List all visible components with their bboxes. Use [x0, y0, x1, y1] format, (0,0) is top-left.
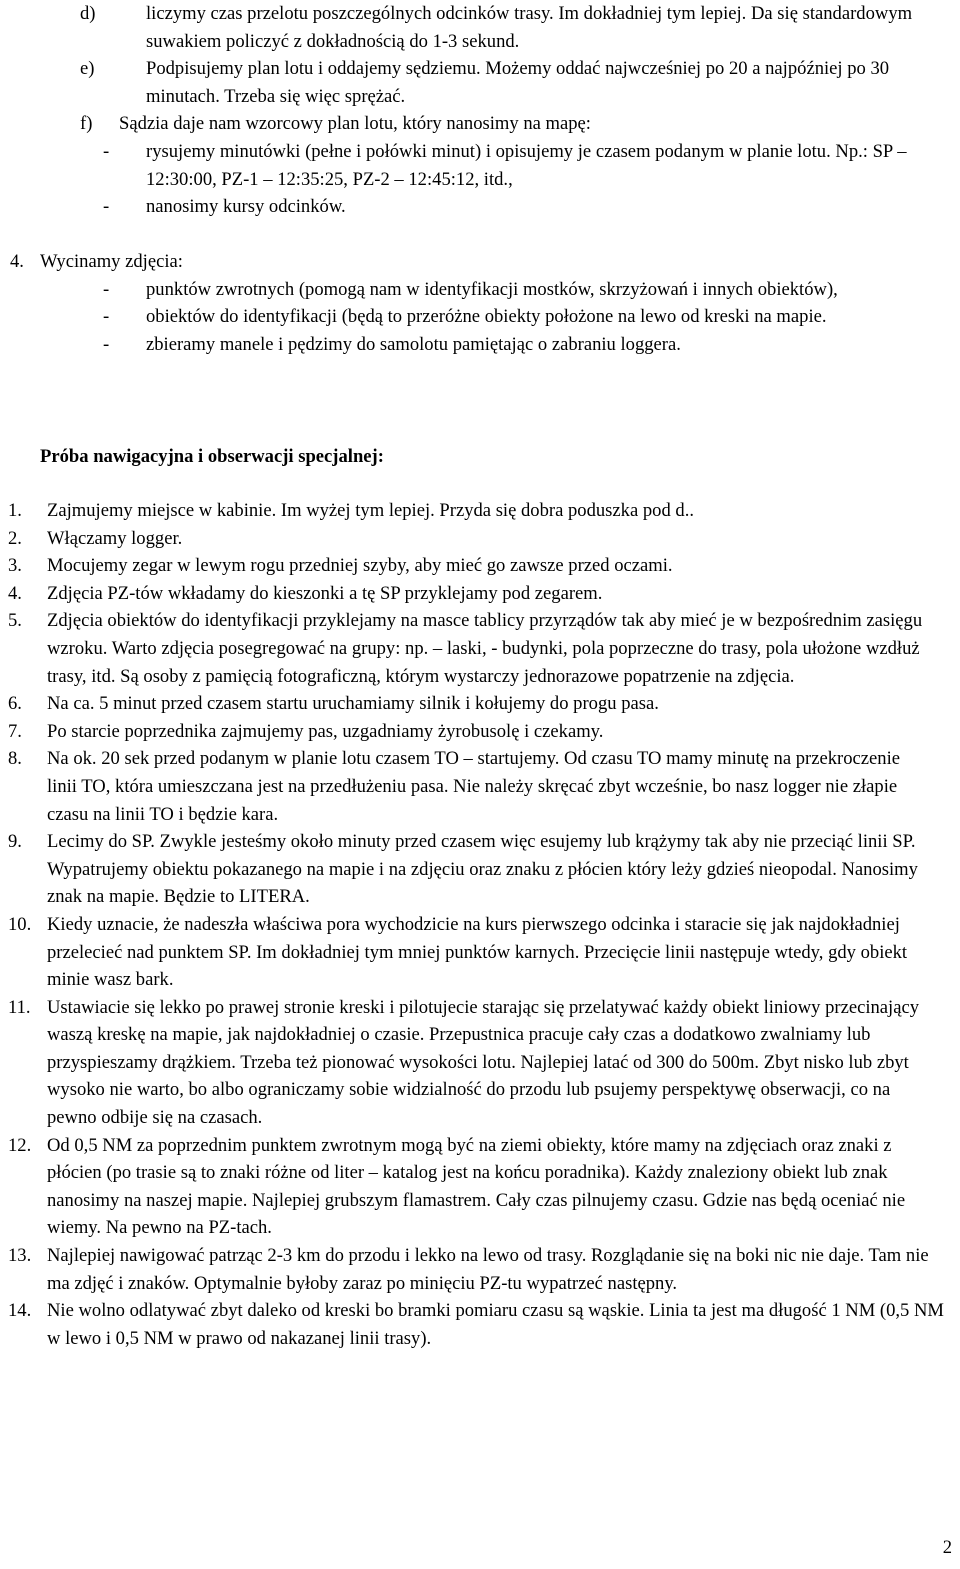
- list-item: [0, 828, 960, 911]
- list-item-text: Od 0,5 NM za poprzednim punktem zwrotnym mogą być na ziemi obiekty, które mamy na zdjęciach oraz znaki z płócien (po trasie są to znaki różne od liter – katalog jest na końcu poradnika). Każdy znaleziony obiekt lub znak nanosimy na naszej mapie. Najlepiej grubszym flamastrem. Cały czas pilnujemy czasu. Gdzie nas będą oceniać nie wiemy. Na pewno na PZ-tach.: [47, 1134, 906, 1239]
- list-item: [0, 497, 960, 525]
- list-item-d: [0, 0, 960, 55]
- numbered-list: [0, 497, 960, 1352]
- item-4-block: [0, 248, 960, 358]
- dash-item-text: obiektów do identyfikacji (będą to przeróżne obiekty położone na lewo od kreski na mapie.: [146, 306, 827, 328]
- list-marker: 2.: [8, 527, 22, 549]
- dash-item: [0, 303, 960, 331]
- list-item: [0, 1132, 960, 1242]
- dash-item: [0, 331, 960, 359]
- dash-item-text: rysujemy minutówki (pełne i połówki minut) i opisujemy je czasem podanym w planie lotu. Np.: SP – 12:30:00, PZ-1 – 12:35:25, PZ-2 – 12:45:12, itd.,: [146, 140, 907, 190]
- list-marker: 5.: [8, 610, 22, 632]
- dash-marker: -: [103, 278, 110, 300]
- list-item: [0, 525, 960, 553]
- list-item-text: Nie wolno odlatywać zbyt daleko od kreski bo bramki pomiaru czasu są wąskie. Linia ta jest ma długość 1 NM (0,5 NM w lewo i 0,5 NM w prawo od nakazanej linii trasy).: [47, 1300, 944, 1349]
- list-marker: 7.: [8, 720, 22, 742]
- list-item-text: Na ok. 20 sek przed podanym w planie lotu czasem TO – startujemy. Od czasu TO mamy minutę na przekroczenie linii TO, która umieszczana jest na przedłużeniu pasa. Nie należy skręcać zbyt wcześnie, bo nasz logger nie złapie czasu na linii TO i będzie kara.: [47, 748, 900, 825]
- dash-marker: -: [103, 333, 110, 355]
- dash-marker: -: [103, 306, 110, 328]
- list-item: [0, 552, 960, 580]
- dash-marker: -: [103, 140, 110, 162]
- list-item-text: Zdjęcia PZ-tów wkładamy do kieszonki a tę SP przyklejamy pod zegarem.: [47, 582, 603, 604]
- list-item-text: Zdjęcia obiektów do identyfikacji przyklejamy na masce tablicy przyrządów tak aby mieć je w bezpośrednim zasięgu wzroku. Warto zdjęcia posegregować na grupy: np. – laski, - budynki, pola poprzeczne do trasy, pola ułożone wzdłuż trasy, itd. Są osoby z pamięcią fotograficzną, którym wystarczy jednorazowe popatrzenie na zdjęcia.: [47, 610, 923, 687]
- list-item-text: Lecimy do SP. Zwykle jesteśmy około minuty przed czasem więc esujemy lub krążymy tak aby nie przeciąć linii SP. Wypatrujemy obiektu pokazanego na mapie i na zdjęciu oraz znaku z płócien który leży gdzieś nieopodal. Nanosimy znak na mapie. Będzie to LITERA.: [47, 831, 918, 908]
- list-item: [0, 580, 960, 608]
- list-marker: 4.: [10, 251, 24, 272]
- dash-item-text: punktów zwrotnych (pomogą nam w identyfikacji mostków, skrzyżowań i innych obiektów),: [146, 278, 838, 300]
- list-marker: 8.: [8, 748, 22, 770]
- list-item: [0, 1297, 960, 1352]
- lettered-list: [0, 0, 960, 221]
- list-item-e: [0, 55, 960, 110]
- list-marker: 9.: [8, 831, 22, 853]
- list-item-text: Na ca. 5 minut przed czasem startu uruchamiamy silnik i kołujemy do progu pasa.: [47, 693, 659, 715]
- list-item: [0, 690, 960, 718]
- list-item: [0, 745, 960, 828]
- dash-item: [0, 276, 960, 304]
- list-marker: f): [80, 113, 93, 135]
- list-marker: 1.: [8, 500, 22, 521]
- list-item: [0, 911, 960, 994]
- list-marker: 13.: [8, 1245, 32, 1267]
- section-heading: Próba nawigacyjna i obserwacji specjalnej:: [40, 446, 384, 467]
- list-item-text: Kiedy uznacie, że nadeszła właściwa pora wychodzicie na kurs pierwszego odcinka i staracie się jak najdokładniej przelecieć nad punktem SP. Im dokładniej tym mniej punktów karnych. Przecięcie linii następuje wtedy, gdy obiekt minie wasz bark.: [47, 913, 908, 991]
- list-marker: e): [80, 58, 95, 80]
- list-item-text: Wycinamy zdjęcia:: [40, 251, 183, 272]
- list-item-text: Podpisujemy plan lotu i oddajemy sędziemu. Możemy oddać najwcześniej po 20 a najpóźniej po 30 minutach. Trzeba się więc sprężać.: [146, 58, 890, 107]
- list-marker: d): [80, 3, 96, 24]
- dash-marker: -: [103, 196, 110, 218]
- list-item-text: liczymy czas przelotu poszczególnych odcinków trasy. Im dokładniej tym lepiej. Da się standardowym suwakiem policzyć z dokładnością do 1-3 sekund.: [146, 3, 913, 52]
- list-item-text: Ustawiacie się lekko po prawej stronie kreski i pilotujecie starając się przelatywać każdy obiekt liniowy przecinający waszą kreskę na mapie, jak najdokładniej o czasie. Przepustnica pracuje cały czas a dodatkowo zwalniamy lub przyspieszamy drążkiem. Trzeba też pionować wysokości lotu. Najlepiej latać od 300 do 500m. Zbyt nisko lub zbyt wysoko nie warto, bo albo ograniczamy sobie widzialność do przodu lub psujemy perspektywę obserwacji, co na pewno odbije się na czasach.: [47, 996, 920, 1129]
- list-item-4: [0, 248, 960, 276]
- list-item-f: [0, 110, 960, 138]
- list-item-text: Włączamy logger.: [47, 527, 183, 549]
- list-marker: 3.: [8, 555, 22, 577]
- list-marker: 4.: [8, 582, 22, 604]
- list-item: [0, 718, 960, 746]
- list-item-text: Mocujemy zegar w lewym rogu przedniej szyby, aby mieć go zawsze przed oczami.: [47, 555, 673, 577]
- dash-item: [0, 138, 960, 193]
- dash-item: [0, 193, 960, 221]
- list-item-text: Zajmujemy miejsce w kabinie. Im wyżej tym lepiej. Przyda się dobra poduszka pod d..: [47, 500, 694, 521]
- list-marker: 12.: [8, 1134, 32, 1156]
- page-number: 2: [942, 1537, 952, 1558]
- list-item-text: Po starcie poprzednika zajmujemy pas, uzgadniamy żyrobusolę i czekamy.: [47, 720, 604, 742]
- list-item: [0, 607, 960, 690]
- dash-item-text: zbieramy manele i pędzimy do samolotu pamiętając o zabraniu loggera.: [146, 333, 681, 355]
- dash-item-text: nanosimy kursy odcinków.: [146, 196, 346, 218]
- list-marker: 11.: [8, 996, 31, 1018]
- list-marker: 14.: [8, 1300, 32, 1322]
- list-item-text: Najlepiej nawigować patrząc 2-3 km do przodu i lekko na lewo od trasy. Rozglądanie się na boki nic nie daje. Tam nie ma zdjęć i znaków. Optymalnie byłoby zaraz po minięciu PZ-tu wypatrzeć następny.: [47, 1245, 929, 1294]
- list-item: [0, 1242, 960, 1297]
- list-marker: 6.: [8, 693, 22, 715]
- list-item: [0, 994, 960, 1132]
- list-item-text: Sądzia daje nam wzorcowy plan lotu, który nanosimy na mapę:: [119, 113, 591, 135]
- list-marker: 10.: [8, 913, 32, 935]
